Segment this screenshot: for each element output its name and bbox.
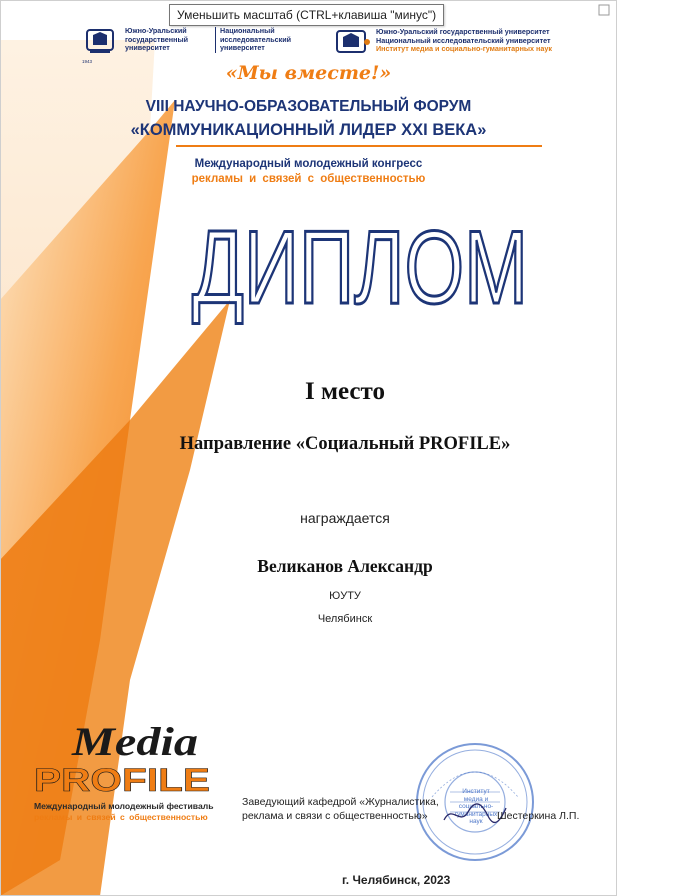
susu-logo-right: [333, 28, 552, 58]
logo-left-line-2: государственный: [125, 34, 189, 44]
forum-title-line-2: «КОММУНИКАЦИОННЫЙ ЛИДЕР XXI ВЕКА»: [130, 121, 487, 139]
place: I место: [305, 378, 385, 405]
footer-city-year: г. Челябинск, 2023: [342, 873, 451, 887]
logo-left-status-1: Национальный: [220, 26, 275, 35]
congress-line-2: рекламы и связей с общественностью: [191, 173, 426, 185]
recipient-org: ЮУТУ: [329, 590, 361, 602]
logo-right-line-2: Национальный исследовательский университет: [376, 35, 551, 45]
susu-logo-left: [82, 27, 315, 57]
logo-left-year: 1943: [82, 59, 93, 64]
signer-name: Шестеркина Л.П.: [497, 810, 580, 822]
logo-right-line-1: Южно-Уральский государственный университет: [376, 27, 550, 36]
forum-title-line-1: VIII НАУЧНО-ОБРАЗОВАТЕЛЬНЫЙ ФОРУМ: [145, 98, 472, 115]
profile-logo-text: PROFILE: [34, 762, 210, 798]
direction: Направление «Социальный PROFILE»: [179, 434, 511, 454]
signature-title-line-2: реклама и связи с общественностью»: [242, 810, 428, 822]
forum-divider: [176, 145, 542, 147]
signature-title-line-1: Заведующий кафедрой «Журналистика,: [242, 796, 439, 808]
festival-line-2: рекламы и связей с общественностью: [34, 812, 208, 822]
logo-left-status-2: исследовательский: [220, 34, 292, 44]
awarded-label: награждается: [300, 510, 390, 526]
logo-right-line-3: Институт медиа и социально-гуманитарных наук: [376, 44, 552, 53]
diploma-title-text: ДИПЛОМ: [192, 210, 528, 326]
congress-line-1: Международный молодежный конгресс: [194, 158, 423, 170]
logo-left-line-3: университет: [125, 43, 170, 52]
institute-emblem-icon: [333, 28, 371, 58]
diploma-title: [190, 210, 530, 326]
logo-left-line-1: Южно-Уральский: [125, 26, 187, 35]
susu-emblem-icon: [82, 27, 120, 57]
recipient-city: Челябинск: [317, 613, 373, 625]
media-logo-text: Media: [70, 719, 198, 764]
corner-icon: [598, 4, 610, 16]
recipient-name: Великанов Александр: [257, 556, 433, 576]
stamp-text: Институт медиа и социально-гуманитарных наук: [454, 788, 498, 825]
zoom-out-tooltip: Уменьшить масштаб (CTRL+клавиша "минус"): [169, 4, 444, 26]
slogan: «Мы вместе!»: [225, 62, 392, 84]
logo-left-status-3: университет: [220, 43, 265, 52]
festival-line-1: Международный молодежный фестиваль: [34, 801, 214, 811]
